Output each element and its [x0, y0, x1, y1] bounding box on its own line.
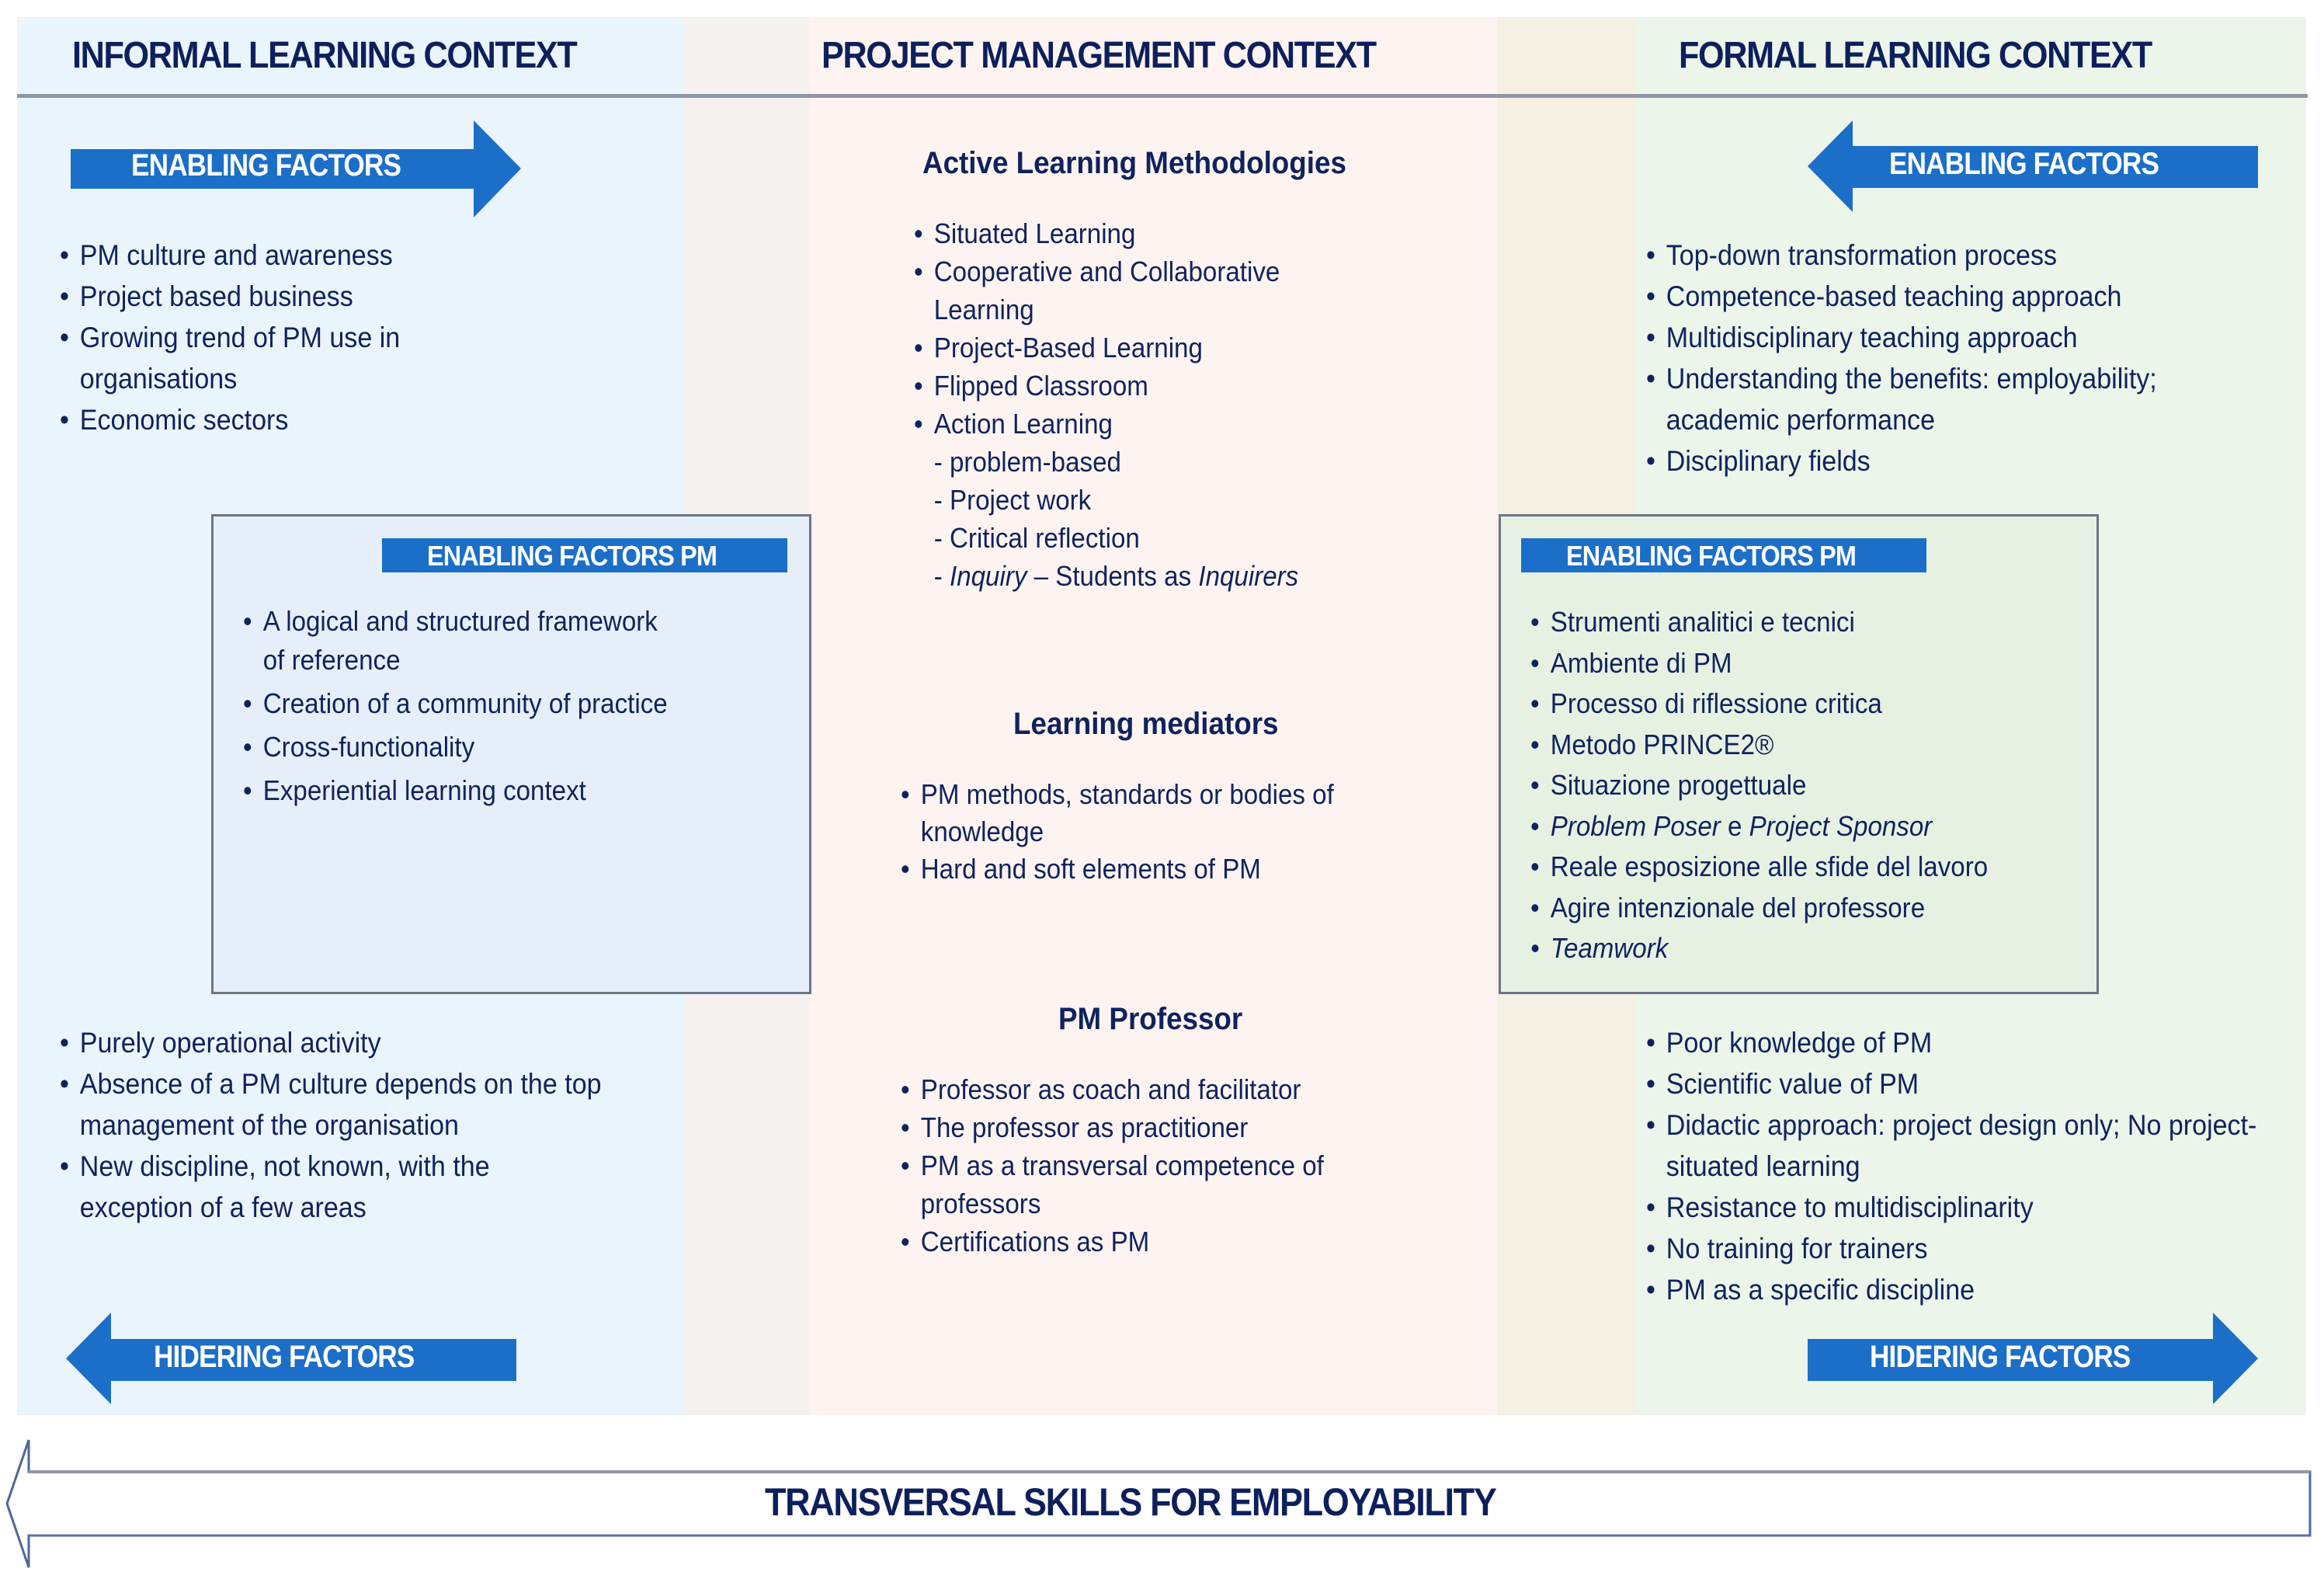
- informal-enabling-label: ENABLING FACTORS: [131, 148, 401, 183]
- list-item: • New discipline, not known, with the exception of a few areas: [60, 1146, 580, 1228]
- transversal-skills-label: TRANSVERSAL SKILLS FOR EMPLOYABILITY: [765, 1480, 1496, 1524]
- informal-pm-tag-label: ENABLING FACTORS PM: [427, 540, 717, 572]
- pm-context-title: PROJECT MANAGEMENT CONTEXT: [822, 35, 1376, 76]
- sub-list-item: - problem-based: [933, 446, 1121, 478]
- list-item: • Project based business: [60, 276, 631, 317]
- pm-professor-title: PM Professor: [1058, 1002, 1243, 1036]
- list-item: • Project-Based Learning: [914, 329, 1357, 367]
- informal-context-title: INFORMAL LEARNING CONTEXT: [72, 35, 577, 76]
- list-item: • Professor as coach and facilitator: [901, 1070, 1372, 1108]
- informal-enabling-arrow: [71, 120, 521, 217]
- list-item: • No training for trainers: [1646, 1228, 2253, 1269]
- list-item: • Experiential learning context: [243, 771, 686, 810]
- active-learning-list: [914, 214, 1357, 595]
- list-item: • Certifications as PM: [901, 1223, 1372, 1261]
- formal-enabling-label: ENABLING FACTORS: [1889, 147, 2159, 181]
- formal-hindering-label: HIDERING FACTORS: [1870, 1340, 2131, 1374]
- list-item: • Situated Learning: [914, 214, 1357, 252]
- list-item: • Growing trend of PM use in organisations: [60, 317, 480, 399]
- list-item: • Action Learning: [914, 405, 1357, 443]
- formal-enabling-pm-box: [1499, 514, 2099, 994]
- list-item: • Teamwork: [1530, 928, 2030, 969]
- list-item: • Understanding the benefits: employability; academic performance: [1646, 358, 2267, 440]
- list-item: • Cross-functionality: [243, 728, 686, 767]
- list-item: • Purely operational activity: [60, 1022, 631, 1063]
- learning-mediators-list: [901, 776, 1372, 888]
- list-item: • Creation of a community of practice: [243, 684, 686, 723]
- list-item: • Economic sectors: [60, 399, 631, 440]
- formal-hindering-list: [1646, 1022, 2257, 1310]
- list-item: • Top-down transformation process: [1646, 235, 2253, 276]
- list-item: • Didactic approach: project design only; No project-situated learning: [1646, 1104, 2267, 1187]
- list-item: • PM as a specific discipline: [1646, 1269, 2253, 1310]
- informal-pm-tag: [382, 538, 787, 572]
- list-item: • PM methods, standards or bodies of knowledge: [901, 776, 1378, 850]
- list-item: • Hard and soft elements of PM: [901, 850, 1372, 888]
- formal-hindering-arrow: [1808, 1313, 2258, 1404]
- learning-mediators-title: Learning mediators: [1013, 707, 1279, 741]
- list-item: • Processo di riflessione critica: [1530, 683, 2030, 725]
- list-item: • Competence-based teaching approach: [1646, 276, 2253, 317]
- list-item: • Agire intenzionale del professore: [1530, 888, 2030, 929]
- sub-list-item: - Project work: [933, 484, 1092, 516]
- formal-pm-tag: [1521, 538, 1926, 572]
- informal-hindering-label: HIDERING FACTORS: [154, 1340, 415, 1374]
- list-item: • Metodo PRINCE2®: [1530, 725, 2030, 766]
- list-item: • PM as a transversal competence of professors: [901, 1146, 1378, 1223]
- header-divider: [17, 94, 2308, 98]
- list-item: • Cooperative and Collaborative Learning: [914, 252, 1320, 329]
- list-item: • Disciplinary fields: [1646, 440, 2253, 482]
- informal-hindering-arrow: [66, 1313, 516, 1404]
- pm-professor-list: [901, 1070, 1372, 1261]
- list-item: • Problem Poser e Project Sponsor: [1530, 806, 2030, 847]
- list-item: • Multidisciplinary teaching approach: [1646, 317, 2253, 358]
- active-learning-title: Active Learning Methodologies: [922, 146, 1346, 180]
- list-item: • Flipped Classroom: [914, 367, 1357, 405]
- list-item: • A logical and structured framework of reference: [243, 602, 663, 680]
- list-item: • Reale esposizione alle sfide del lavoro: [1530, 847, 2030, 888]
- list-item: • PM culture and awareness: [60, 235, 631, 276]
- informal-enabling-list: [60, 235, 631, 440]
- list-item: • The professor as practitioner: [901, 1108, 1372, 1146]
- list-item: • Ambiente di PM: [1530, 643, 2030, 684]
- list-item: • Resistance to multidisciplinarity: [1646, 1187, 2253, 1228]
- formal-pm-tag-label: ENABLING FACTORS PM: [1566, 540, 1856, 572]
- informal-pm-list: [243, 602, 686, 810]
- informal-hindering-list: [60, 1022, 631, 1228]
- formal-enabling-arrow: [1808, 120, 2258, 212]
- sub-list-item: - Critical reflection: [933, 522, 1140, 554]
- list-item: • Situazione progettuale: [1530, 765, 2030, 806]
- list-item: • Absence of a PM culture depends on the top management of the organisation: [60, 1063, 651, 1146]
- list-item: • Scientific value of PM: [1646, 1063, 2253, 1104]
- formal-context-title: FORMAL LEARNING CONTEXT: [1679, 35, 2152, 76]
- informal-enabling-pm-box: [211, 514, 811, 994]
- formal-enabling-list: [1646, 235, 2253, 482]
- list-item: • Strumenti analitici e tecnici: [1530, 602, 2030, 643]
- list-item: • Poor knowledge of PM: [1646, 1022, 2253, 1063]
- sub-list-item-inquiry: - Inquiry – Students as Inquirers: [933, 560, 1299, 592]
- formal-pm-list: [1530, 602, 2030, 969]
